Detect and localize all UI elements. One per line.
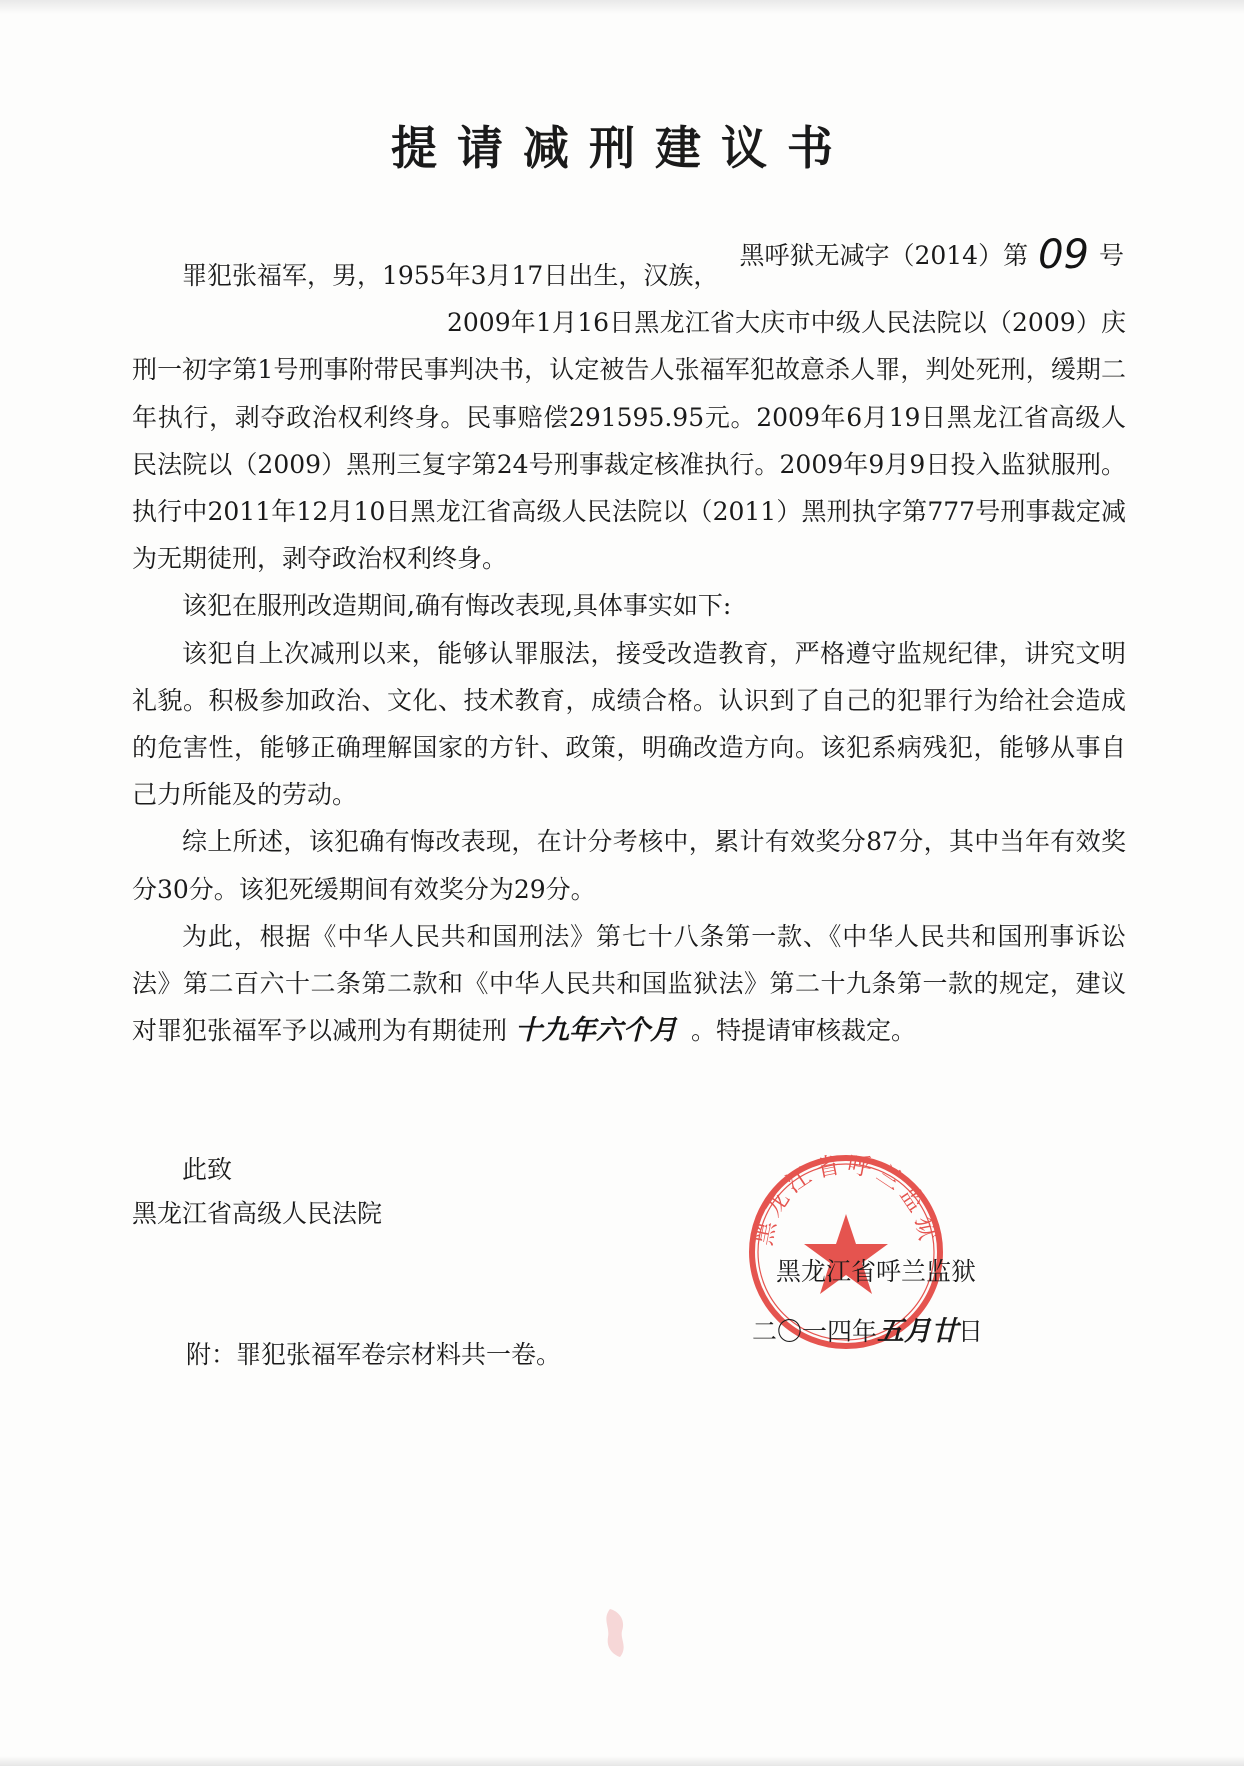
issue-date-year: 二〇一四年: [752, 1317, 878, 1346]
signature-block: [752, 1242, 984, 1362]
paragraph-proposal: [132, 913, 1126, 1055]
salutation: 此致: [182, 1155, 233, 1184]
paragraph-court-history: 2009年1月16日黑龙江省大庆市中级人民法院以（2009）庆刑一初字第1号刑事附带民事判决书，认定被告人张福军犯故意杀人罪，判处死刑，缓期二年执行，剥夺政治权利终身。民事赔偿291595.95元。2009年6月19日黑龙江省高级人民法院以（2009）黑刑三复字第24号刑事裁定核准执行。2009年9月9日投入监狱服刑。执行中2011年12月10日黑龙江省高级人民法院以（2011）黑刑执字第777号刑事裁定减为无期徒刑，剥夺政治权利终身。: [132, 308, 1126, 574]
closing-block: [132, 1148, 382, 1236]
issuer-name: 黑龙江省呼兰监狱: [776, 1257, 977, 1286]
issue-date-handwritten: 五月廿: [877, 1316, 959, 1347]
issue-date: [752, 1302, 983, 1362]
document-number-handwritten: 09: [1038, 232, 1089, 278]
seal-text: 黑龙江省呼兰监狱: [749, 1152, 943, 1248]
paragraph-facts: 该犯自上次减刑以来，能够认罪服法，接受改造教育，严格遵守监规纪律，讲究文明礼貌。积极参加政治、文化、技术教育，成绩合格。认识到了自己的犯罪行为给社会造成的危害性，能够正确理解国家的方针、政策，明确改造方向。该犯系病残犯，能够从事自己力所能及的劳动。: [132, 638, 1126, 810]
paragraph-summary: 综上所述，该犯确有悔改表现，在计分考核中，累计有效奖分87分，其中当年有效奖分30分。该犯死缓期间有效奖分为29分。: [132, 827, 1126, 904]
issue-date-day: 日: [958, 1317, 984, 1346]
proposal-text: 为此，根据《中华人民共和国刑法》第七十八条第一款、《中华人民共和国刑事诉讼法》第二百六十二条第二款和《中华人民共和国监狱法》第二十九条第一款的规定，建议对罪犯张福军予以减刑为有期徒刑: [132, 921, 1126, 1046]
document-body: [132, 252, 1126, 1054]
ink-smudge-mark: [600, 1605, 634, 1661]
document-title: 提请减刑建议书: [391, 121, 853, 175]
proposal-handwritten-term: 十九年六个月: [515, 1015, 678, 1047]
scan-shadow-top: [0, 0, 1244, 14]
proposal-closing-text: 。特提请审核裁定。: [691, 1016, 917, 1046]
paragraph-remorse-intro: 该犯在服刑改造期间,确有悔改表现,具体事实如下:: [182, 591, 732, 621]
document-number-prefix: 黑呼狱无减字（2014）第: [739, 241, 1029, 270]
attachment-note: 附：罪犯张福军卷宗材料共一卷。: [186, 1340, 562, 1369]
scan-shadow-bottom: [0, 1756, 1244, 1766]
document-number-suffix: 号: [1098, 241, 1124, 270]
recipient: 黑龙江省高级人民法院: [132, 1199, 383, 1228]
paragraph-intro: 罪犯张福军，男，1955年3月17日出生，汉族，: [182, 261, 719, 290]
